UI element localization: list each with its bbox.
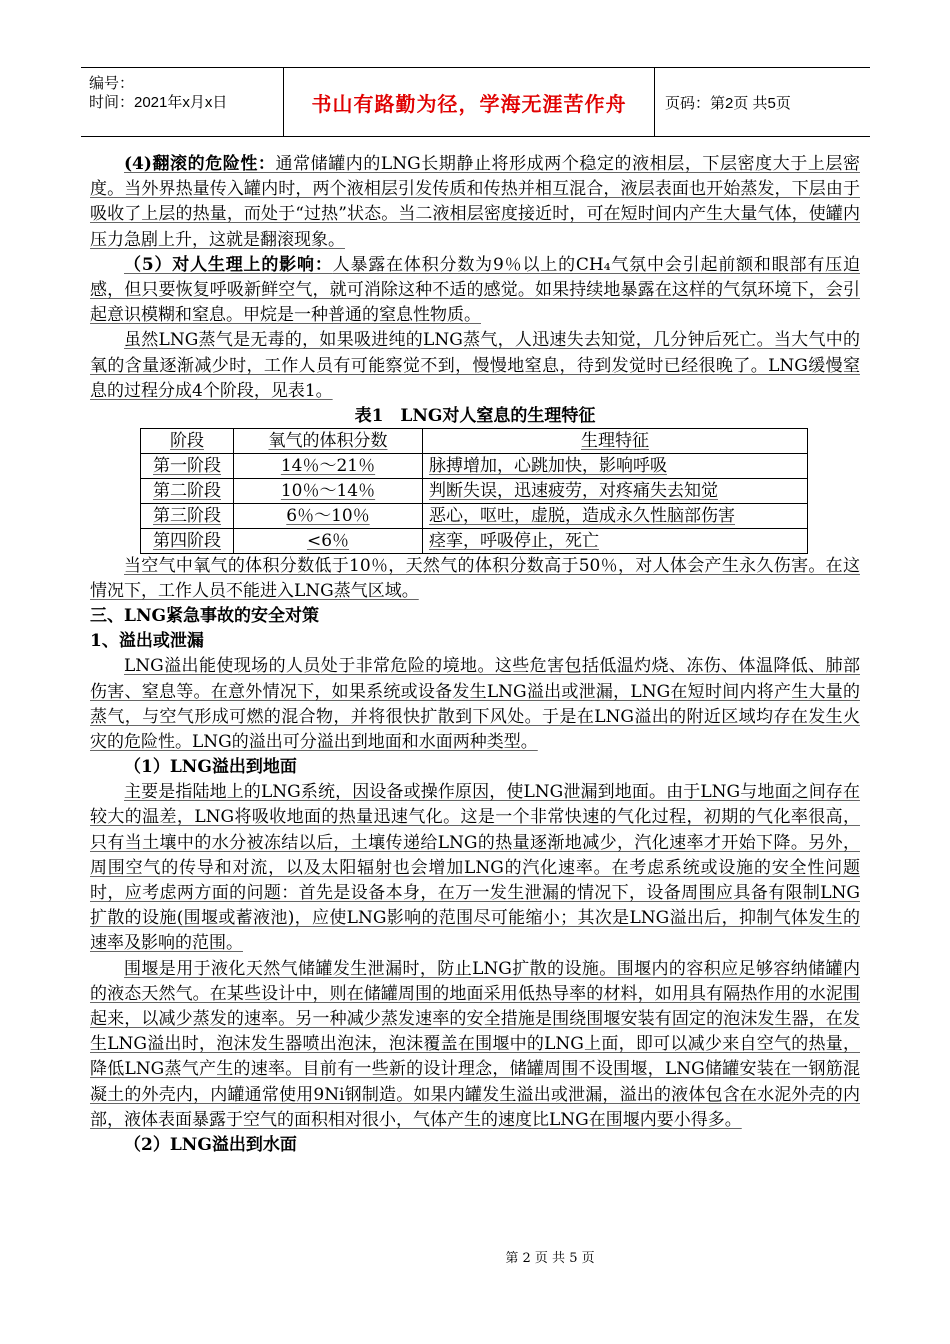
table-cell: 脉搏增加，心跳加快，影响呼吸 <box>423 454 808 479</box>
table-row <box>141 454 808 479</box>
table-cell: 痉挛，呼吸停止，死亡 <box>423 529 808 554</box>
table-row <box>141 504 808 529</box>
table-cell: 10％～14％ <box>234 479 423 504</box>
physiology-body: 人暴露在体积分数为9％以上的CH₄气氛中会引起前额和眼部有压迫感，但只要恢复呼吸新鲜空气，就可消除这种不适的感觉。如果持续地暴露在这样的气氛环境下，会引起意识模糊和窒息。甲烷是一种普通的窒息性物质。 <box>90 254 860 326</box>
section-heading-3: 三、LNG紧急事故的安全对策 <box>90 606 320 627</box>
rollover-body: 通常储罐内的LNG长期静止将形成两个稳定的液相层，下层密度大于上层密度。当外界热量传入罐内时，两个液相层引发传质和传热并相互混合，液层表面也开始蒸发，下层由于吸收了上层的热量，而处于“过热”状态。当二液相层密度接近时，可在短时间内产生大量气体，使罐内压力急剧上升，这就是翻滚现象。 <box>90 154 860 250</box>
table-cell: 第三阶段 <box>141 504 234 529</box>
rollover-title: (4)翻滚的危险性： <box>124 154 276 174</box>
table-row <box>141 529 808 554</box>
table-header-cell: 生理特征 <box>423 429 808 454</box>
table-header-cell: 阶段 <box>141 429 234 454</box>
table-cell: 14％～21％ <box>234 454 423 479</box>
header-time: 时间：2021年x月x日 <box>89 94 228 111</box>
header-meta <box>81 68 283 136</box>
paragraph-physiology <box>90 253 860 329</box>
table-caption: 表1 LNG对人窒息的生理特征 <box>354 406 596 427</box>
paragraph-dike: 围堰是用于液化天然气储罐发生泄漏时，防止LNG扩散的设施。围堰内的容积应足够容纳储罐内的液态天然气。在某些设计中，则在储罐周围的地面采用低热导率的材料，如用具有隔热作用的水泥围起来，以减少蒸发的速率。另一种减少蒸发速率的安全措施是围绕围堰安装有固定的泡沫发生器，在发生LNG溢出时，泡沫发生器喷出泡沫，泡沫覆盖在围堰中的LNG上面，即可以减少来自空气的热量，降低LNG蒸气产生的速率。目前有一些新的设计理念，储罐周围不设围堰，LNG储罐安装在一钢筋混凝土的外壳内，内罐通常使用9Ni钢制造。如果内罐发生溢出或泄漏，溢出的液体包含在水泥外壳的内部，液体表面暴露于空气的面积相对很小，气体产生的速度比LNG在围堰内要小得多。 <box>90 958 860 1130</box>
header-page-number: 页码：第2页 共5页 <box>665 94 791 112</box>
heading-water-spill: （2）LNG溢出到水面 <box>124 1135 297 1156</box>
asphyxia-stages-table <box>140 428 808 554</box>
header-motto: 书山有路勤为径，学海无涯苦作舟 <box>283 68 655 136</box>
table-cell: 判断失误，迅速疲劳，对疼痛失去知觉 <box>423 479 808 504</box>
table-header-row <box>141 429 808 454</box>
table-row <box>141 479 808 504</box>
paragraph-asphyxia: 虽然LNG蒸气是无毒的，如果吸进纯的LNG蒸气，人迅速失去知觉，几分钟后死亡。当大气中的氧的含量逐渐减少时，工作人员有可能察觉不到，慢慢地窒息，待到发觉时已经很晚了。LNG缓慢窒息的过程分成4个阶段，见表1。 <box>90 330 860 401</box>
heading-ground-spill: （1）LNG溢出到地面 <box>124 757 297 778</box>
document-body <box>90 152 860 1158</box>
table-cell: 第二阶段 <box>141 479 234 504</box>
paragraph-ground-spill: 主要是指陆地上的LNG系统，因设备或操作原因，使LNG泄漏到地面。由于LNG与地面之间存在较大的温差，LNG将吸收地面的热量迅速气化。这是一个非常快速的气化过程，初期的气化率很高，只有当土壤中的水分被冻结以后，土壤传递给LNG的热量逐渐地减少，汽化速率才开始下降。另外，周围空气的传导和对流，以及太阳辐射也会增加LNG的汽化速率。在考虑系统或设施的安全性问题时，应考虑两方面的问题：首先是设备本身，在万一发生泄漏的情况下，设备周围应具备有限制LNG扩散的设施(围堰或蓄液池)，应使LNG影响的范围尽可能缩小；其次是LNG溢出后，抑制气体发生的速率及影响的范围。 <box>90 782 860 954</box>
paragraph-spill: LNG溢出能使现场的人员处于非常危险的境地。这些危害包括低温灼烧、冻伤、体温降低、肺部伤害、窒息等。在意外情况下，如果系统或设备发生LNG溢出或泄漏，LNG在短时间内将产生大量的蒸气，与空气形成可燃的混合物，并将很快扩散到下风处。于是在LNG溢出的附近区域均存在发生火灾的危险性。LNG的溢出可分溢出到地面和水面两种类型。 <box>90 656 860 753</box>
page-footer: 第 2 页 共 5 页 <box>505 1251 595 1266</box>
subsection-heading-spill: 1、溢出或泄漏 <box>90 631 204 652</box>
table-header-cell: 氧气的体积分数 <box>234 429 423 454</box>
page-header <box>81 67 870 137</box>
paragraph-after-table: 当空气中氧气的体积分数低于10％，天然气的体积分数高于50％，对人体会产生永久伤害。在这情况下，工作人员不能进入LNG蒸气区域。 <box>90 556 860 602</box>
header-number: 编号： <box>89 75 135 92</box>
table-cell: 6％～10％ <box>234 504 423 529</box>
table-cell: <6％ <box>234 529 423 554</box>
paragraph-rollover <box>90 152 860 253</box>
table-cell: 恶心，呕吐，虚脱，造成永久性脑部伤害 <box>423 504 808 529</box>
table-cell: 第一阶段 <box>141 454 234 479</box>
physiology-title: （5）对人生理上的影响： <box>124 254 333 275</box>
table-cell: 第四阶段 <box>141 529 234 554</box>
